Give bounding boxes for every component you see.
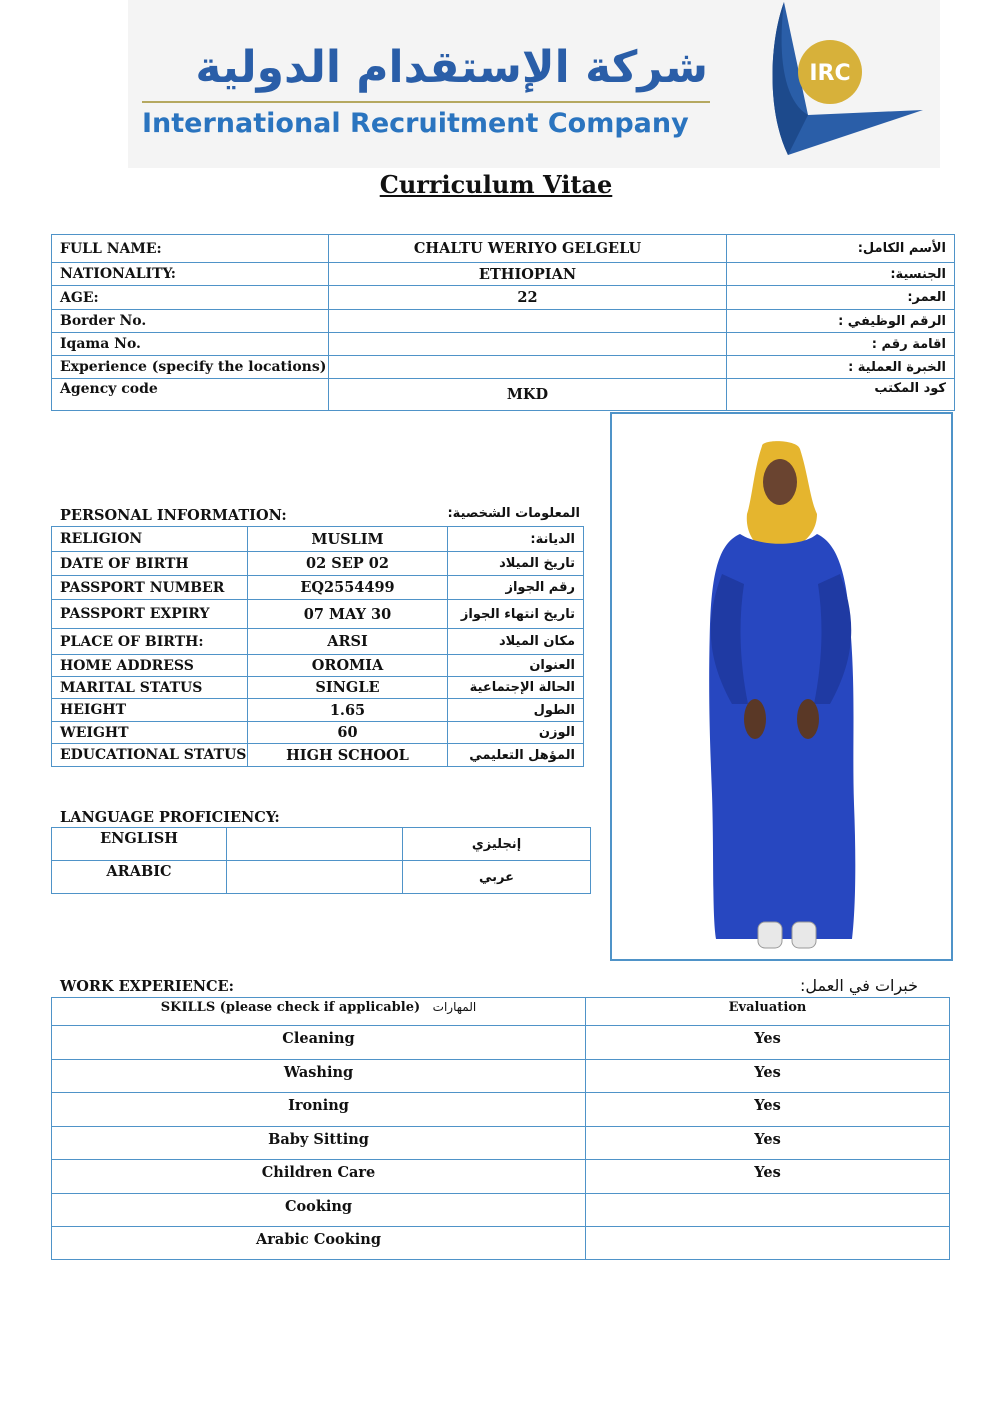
table-row bbox=[52, 356, 955, 379]
company-name-english: International Recruitment Company bbox=[142, 108, 689, 139]
table-row bbox=[52, 828, 591, 861]
work-experience-heading: WORK EXPERIENCE: bbox=[60, 978, 234, 995]
personal-info-heading: PERSONAL INFORMATION: bbox=[60, 507, 287, 524]
field-label-arabic: المؤهل التعليمي bbox=[448, 744, 584, 767]
table-row bbox=[52, 310, 955, 333]
table-row bbox=[52, 1160, 950, 1194]
skill-evaluation: Yes bbox=[586, 1160, 950, 1194]
field-label: WEIGHT bbox=[52, 722, 248, 744]
field-label-arabic: الديانة: bbox=[448, 527, 584, 552]
table-row bbox=[52, 576, 584, 600]
field-value: OROMIA bbox=[248, 655, 448, 677]
language-level bbox=[227, 861, 403, 894]
skill-evaluation: Yes bbox=[586, 1026, 950, 1060]
field-value bbox=[329, 356, 727, 379]
work-experience-heading-arabic: خبرات في العمل: bbox=[799, 976, 918, 995]
field-value: 60 bbox=[248, 722, 448, 744]
skill-name: Baby Sitting bbox=[52, 1127, 586, 1160]
logo-badge-text: IRC bbox=[809, 61, 851, 86]
field-value: MKD bbox=[329, 379, 727, 411]
field-label: MARITAL STATUS bbox=[52, 677, 248, 699]
table-row bbox=[52, 629, 584, 655]
skill-evaluation bbox=[586, 1227, 950, 1260]
field-value: ARSI bbox=[248, 629, 448, 655]
skill-name: Ironing bbox=[52, 1093, 586, 1127]
field-value: ETHIOPIAN bbox=[329, 263, 727, 286]
field-label-arabic: الحالة الإجتماعية bbox=[448, 677, 584, 699]
field-label: AGE: bbox=[52, 286, 329, 310]
field-value: 22 bbox=[329, 286, 727, 310]
field-label: PASSPORT EXPIRY bbox=[52, 600, 248, 629]
personal-info-heading-arabic: المعلومات الشخصية: bbox=[447, 506, 580, 521]
table-row bbox=[52, 552, 584, 576]
company-name-arabic: شركة الإستقدام الدولية bbox=[195, 42, 708, 93]
field-value bbox=[329, 310, 727, 333]
field-label-arabic: العنوان bbox=[448, 655, 584, 677]
field-value bbox=[329, 333, 727, 356]
skills-column-label-arabic: المهارات bbox=[432, 1000, 477, 1014]
field-value: EQ2554499 bbox=[248, 576, 448, 600]
table-header-row bbox=[52, 998, 950, 1026]
language-level bbox=[227, 828, 403, 861]
table-row bbox=[52, 263, 955, 286]
table-row bbox=[52, 527, 584, 552]
company-header bbox=[128, 0, 940, 168]
field-label-arabic: الخبرة العملية : bbox=[727, 356, 955, 379]
table-row bbox=[52, 699, 584, 722]
field-value: 1.65 bbox=[248, 699, 448, 722]
field-label: NATIONALITY: bbox=[52, 263, 329, 286]
field-label: PLACE OF BIRTH: bbox=[52, 629, 248, 655]
skill-name: Cleaning bbox=[52, 1026, 586, 1060]
table-row bbox=[52, 235, 955, 263]
table-row bbox=[52, 861, 591, 894]
table-row bbox=[52, 1194, 950, 1227]
field-value: 07 MAY 30 bbox=[248, 600, 448, 629]
table-row bbox=[52, 1026, 950, 1060]
field-label-arabic: اقامة رقم : bbox=[727, 333, 955, 356]
field-label: Agency code bbox=[52, 379, 329, 411]
field-label: HEIGHT bbox=[52, 699, 248, 722]
table-row bbox=[52, 600, 584, 629]
document-title: Curriculum Vitae bbox=[379, 170, 613, 199]
skills-column-label: SKILLS (please check if applicable) bbox=[160, 1000, 421, 1015]
field-label: RELIGION bbox=[52, 527, 248, 552]
field-label: Iqama No. bbox=[52, 333, 329, 356]
skill-evaluation: Yes bbox=[586, 1060, 950, 1093]
table-row bbox=[52, 379, 955, 411]
field-label-arabic: الوزن bbox=[448, 722, 584, 744]
field-label-arabic: الأسم الكامل: bbox=[727, 235, 955, 263]
skill-name: Washing bbox=[52, 1060, 586, 1093]
field-label: DATE OF BIRTH bbox=[52, 552, 248, 576]
language-label: ARABIC bbox=[52, 861, 227, 894]
field-label: Border No. bbox=[52, 310, 329, 333]
field-label-arabic: كود المكتب bbox=[727, 379, 955, 411]
field-label-arabic: تاريخ الميلاد bbox=[448, 552, 584, 576]
company-logo-icon bbox=[748, 0, 940, 168]
table-row bbox=[52, 1093, 950, 1127]
field-value: HIGH SCHOOL bbox=[248, 744, 448, 767]
table-row bbox=[52, 655, 584, 677]
logo-divider bbox=[142, 101, 710, 103]
identity-table bbox=[51, 234, 955, 411]
table-row bbox=[52, 333, 955, 356]
evaluation-column-header: Evaluation bbox=[586, 998, 950, 1026]
skill-name: Children Care bbox=[52, 1160, 586, 1194]
language-label-arabic: عربي bbox=[403, 861, 591, 894]
table-row bbox=[52, 1127, 950, 1160]
field-value: 02 SEP 02 bbox=[248, 552, 448, 576]
field-label-arabic: الجنسية: bbox=[727, 263, 955, 286]
field-label-arabic: الطول bbox=[448, 699, 584, 722]
table-row bbox=[52, 722, 584, 744]
table-row bbox=[52, 286, 955, 310]
language-table bbox=[51, 827, 591, 894]
skill-evaluation bbox=[586, 1194, 950, 1227]
skills-column-header bbox=[52, 998, 586, 1026]
table-row bbox=[52, 677, 584, 699]
person-figure-icon bbox=[612, 414, 951, 959]
skill-evaluation: Yes bbox=[586, 1127, 950, 1160]
field-label: PASSPORT NUMBER bbox=[52, 576, 248, 600]
skill-evaluation: Yes bbox=[586, 1093, 950, 1127]
field-label-arabic: العمر: bbox=[727, 286, 955, 310]
field-value: CHALTU WERIYO GELGELU bbox=[329, 235, 727, 263]
field-value: SINGLE bbox=[248, 677, 448, 699]
skills-table bbox=[51, 997, 950, 1260]
table-row bbox=[52, 744, 584, 767]
candidate-photo bbox=[610, 412, 953, 961]
field-label: HOME ADDRESS bbox=[52, 655, 248, 677]
field-label: Experience (specify the locations) bbox=[52, 356, 329, 379]
field-label-arabic: الرقم الوظيفي : bbox=[727, 310, 955, 333]
field-label-arabic: تاريخ انتهاء الجواز bbox=[448, 600, 584, 629]
personal-info-table bbox=[51, 526, 584, 767]
table-row bbox=[52, 1227, 950, 1260]
field-value: MUSLIM bbox=[248, 527, 448, 552]
skill-name: Cooking bbox=[52, 1194, 586, 1227]
field-label-arabic: رقم الجواز bbox=[448, 576, 584, 600]
language-label: ENGLISH bbox=[52, 828, 227, 861]
field-label: EDUCATIONAL STATUS bbox=[52, 744, 248, 767]
field-label: FULL NAME: bbox=[52, 235, 329, 263]
table-row bbox=[52, 1060, 950, 1093]
skill-name: Arabic Cooking bbox=[52, 1227, 586, 1260]
field-label-arabic: مكان الميلاد bbox=[448, 629, 584, 655]
language-heading: LANGUAGE PROFICIENCY: bbox=[60, 809, 280, 826]
language-label-arabic: إنجليزي bbox=[403, 828, 591, 861]
